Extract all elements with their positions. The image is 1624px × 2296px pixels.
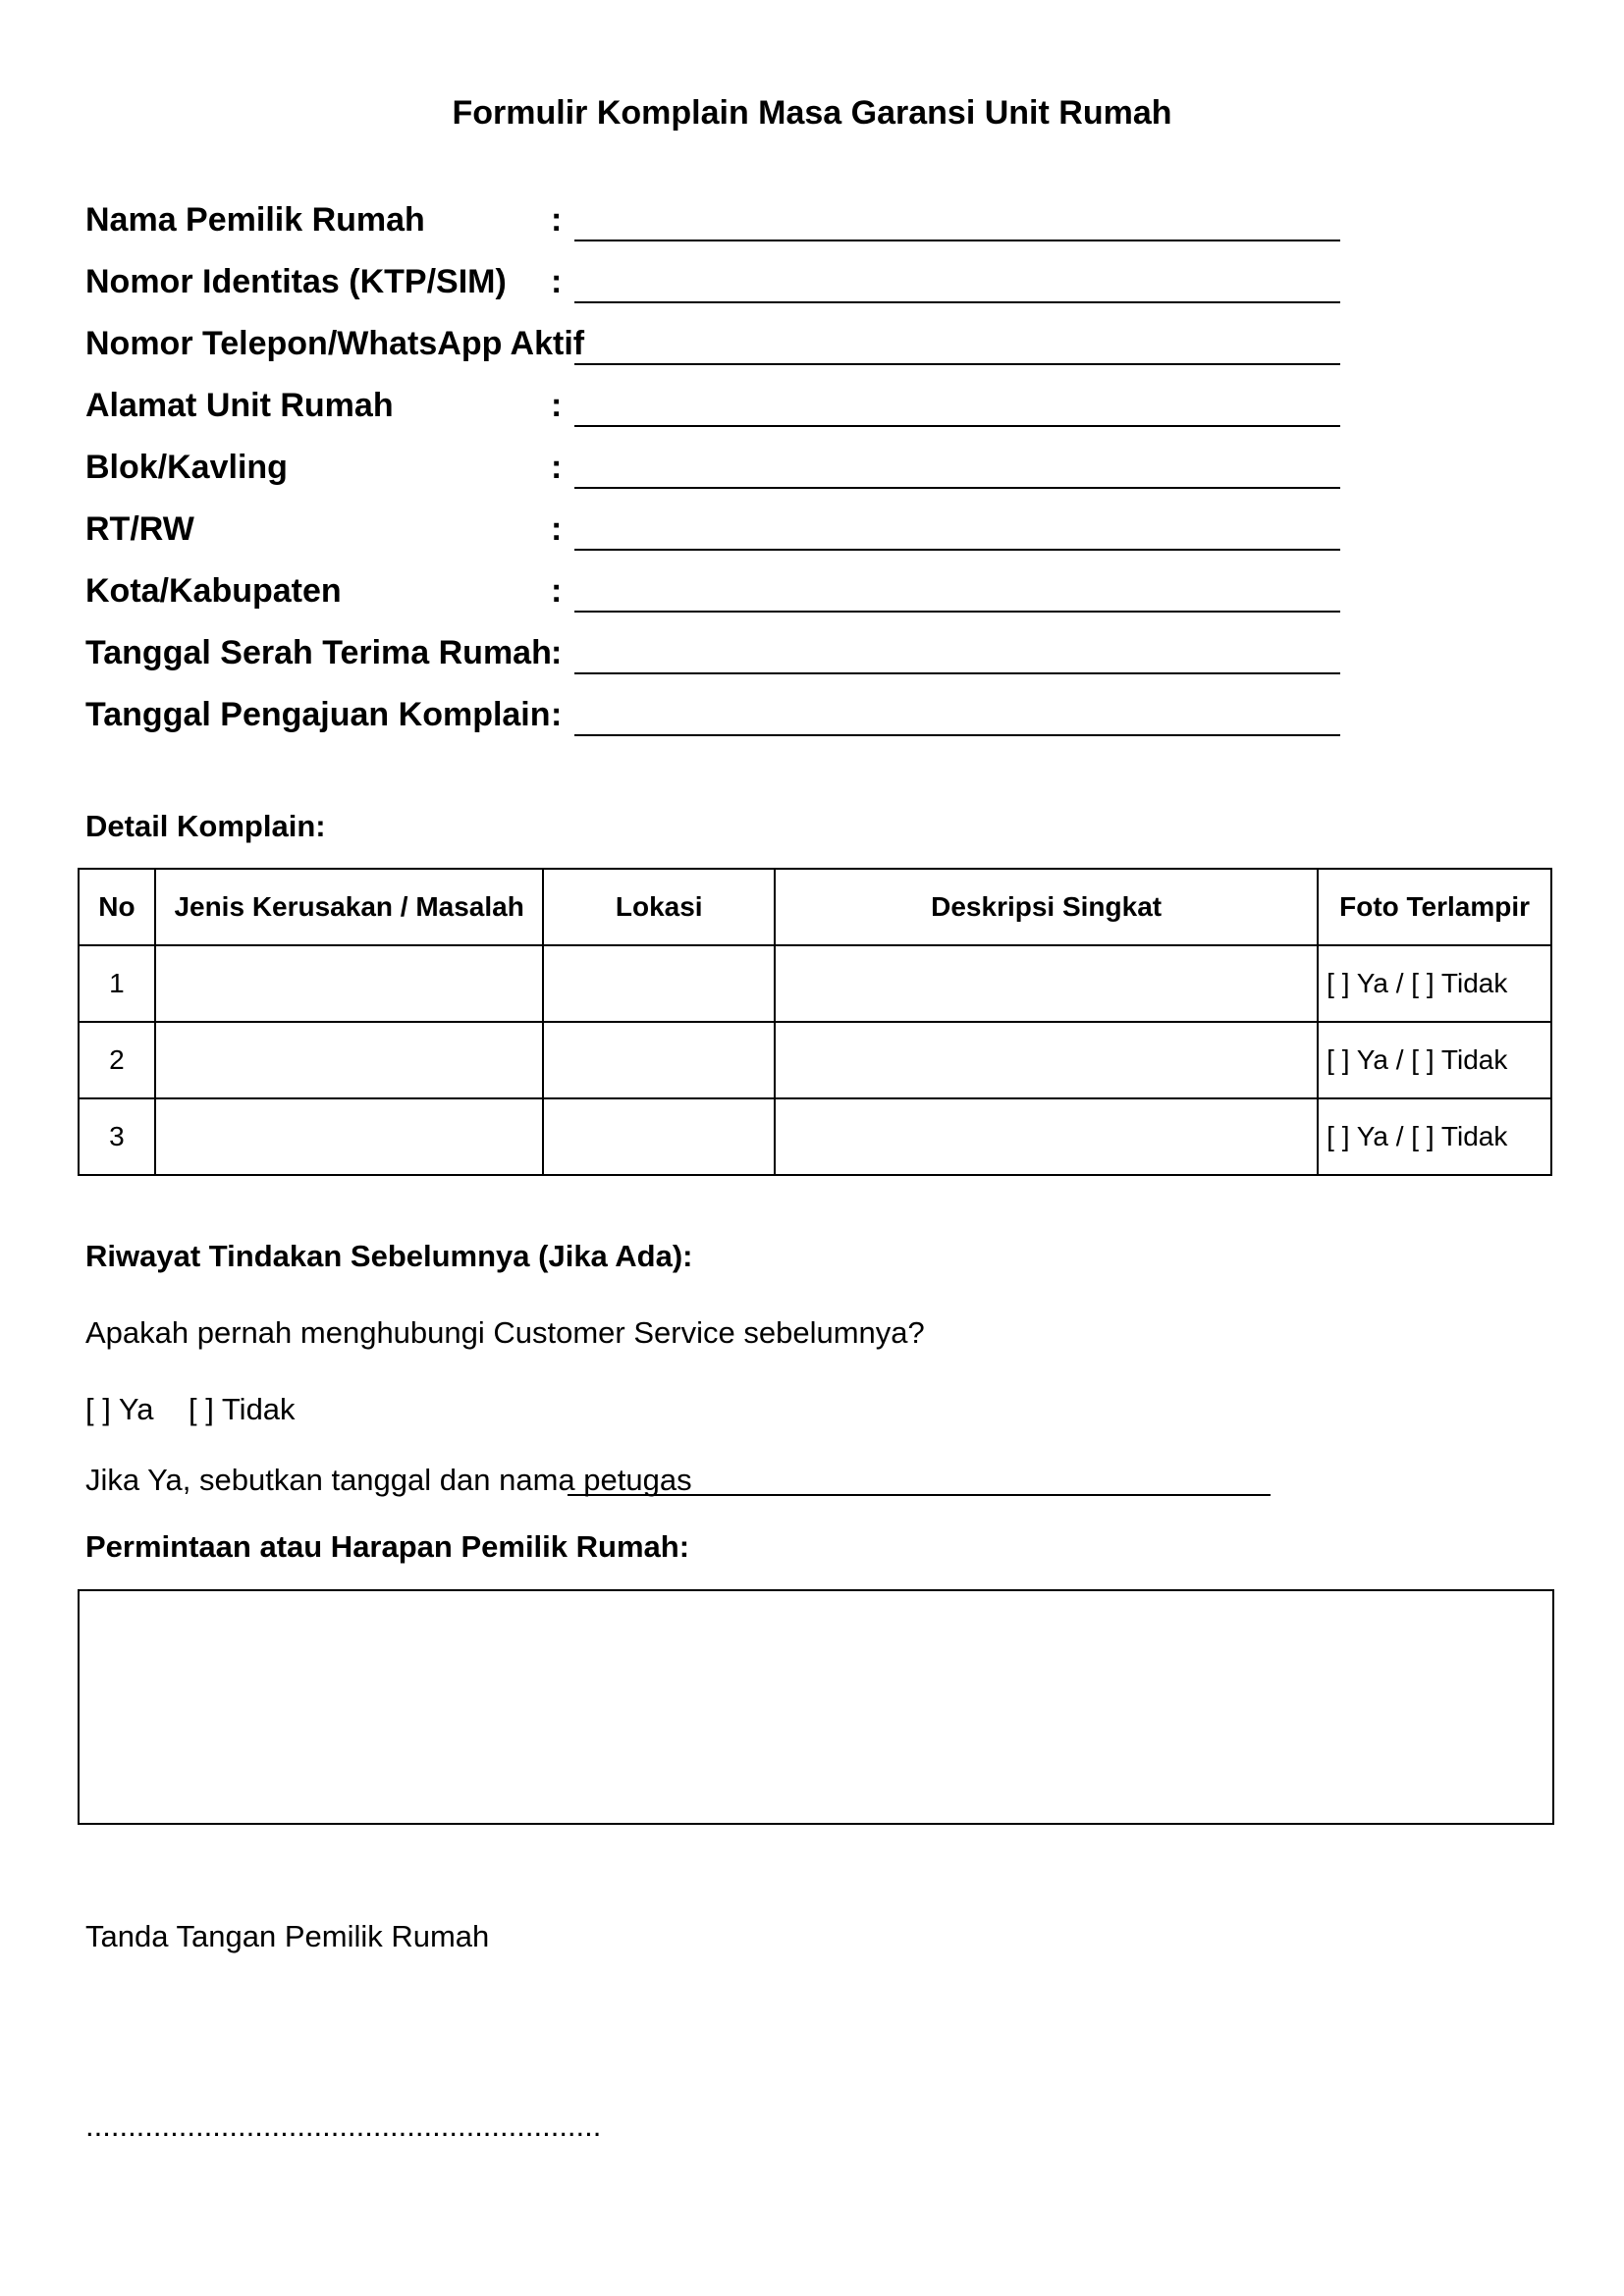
column-header-deskripsi: Deskripsi Singkat xyxy=(775,869,1318,945)
cell-foto[interactable]: [ ] Ya / [ ] Tidak xyxy=(1318,1022,1551,1098)
fill-line[interactable] xyxy=(574,240,1340,241)
field-colon: : xyxy=(551,449,563,486)
signature-dotted-line[interactable]: ............................................................. xyxy=(85,2109,602,2143)
row-number: 3 xyxy=(79,1098,155,1175)
cell-foto[interactable]: [ ] Ya / [ ] Tidak xyxy=(1318,1098,1551,1175)
field-label: Nomor Identitas (KTP/SIM) xyxy=(85,263,507,300)
column-header-lokasi: Lokasi xyxy=(543,869,775,945)
cell-jenis[interactable] xyxy=(155,1022,543,1098)
column-header-foto: Foto Terlampir xyxy=(1318,869,1551,945)
fill-line[interactable] xyxy=(574,611,1340,613)
permintaan-heading: Permintaan atau Harapan Pemilik Rumah: xyxy=(85,1529,690,1564)
field-colon: : xyxy=(551,572,563,610)
cell-foto[interactable]: [ ] Ya / [ ] Tidak xyxy=(1318,945,1551,1022)
fill-line[interactable] xyxy=(574,363,1340,365)
field-label: RT/RW xyxy=(85,510,194,548)
field-nomor-identitas xyxy=(85,258,1362,309)
if-yes-prompt: Jika Ya, sebutkan tanggal dan nama petugas xyxy=(85,1463,692,1497)
field-kota-kabupaten xyxy=(85,567,1362,618)
field-label: Blok/Kavling xyxy=(85,449,288,486)
cell-lokasi[interactable] xyxy=(543,1098,775,1175)
fill-line[interactable] xyxy=(574,672,1340,674)
field-label: Nomor Telepon/WhatsApp Aktif xyxy=(85,325,585,362)
cell-lokasi[interactable] xyxy=(543,945,775,1022)
cell-jenis[interactable] xyxy=(155,1098,543,1175)
field-label: Alamat Unit Rumah xyxy=(85,387,394,424)
field-colon: : xyxy=(551,634,563,671)
row-number: 1 xyxy=(79,945,155,1022)
riwayat-heading: Riwayat Tindakan Sebelumnya (Jika Ada): xyxy=(85,1239,693,1273)
signature-label: Tanda Tangan Pemilik Rumah xyxy=(85,1919,490,1953)
field-nama-pemilik xyxy=(85,196,1362,247)
fill-line[interactable] xyxy=(574,549,1340,551)
fill-line[interactable] xyxy=(574,301,1340,303)
field-nomor-telepon xyxy=(85,320,1362,371)
field-colon: : xyxy=(551,387,563,424)
field-rt-rw xyxy=(85,506,1362,557)
table-row xyxy=(79,945,1551,1022)
fill-line[interactable] xyxy=(574,425,1340,427)
field-colon: : xyxy=(551,201,563,239)
field-colon: : xyxy=(551,510,563,548)
table-header-row xyxy=(79,869,1551,945)
permintaan-textbox[interactable] xyxy=(78,1589,1554,1825)
cell-deskripsi[interactable] xyxy=(775,1022,1318,1098)
field-tanggal-serah-terima xyxy=(85,629,1362,680)
field-colon: : xyxy=(551,696,563,733)
cell-lokasi[interactable] xyxy=(543,1022,775,1098)
row-number: 2 xyxy=(79,1022,155,1098)
field-colon: : xyxy=(551,263,563,300)
form-title: Formulir Komplain Masa Garansi Unit Rumah xyxy=(452,94,1172,132)
cell-deskripsi[interactable] xyxy=(775,1098,1318,1175)
detail-komplain-heading: Detail Komplain: xyxy=(85,809,326,843)
cs-question: Apakah pernah menghubungi Customer Service sebelumnya? xyxy=(85,1315,925,1350)
field-label: Tanggal Serah Terima Rumah xyxy=(85,634,552,671)
cell-deskripsi[interactable] xyxy=(775,945,1318,1022)
option-ya-checkbox[interactable]: [ ] Ya xyxy=(85,1392,154,1426)
field-blok-kavling xyxy=(85,444,1362,495)
field-label: Tanggal Pengajuan Komplain xyxy=(85,696,551,733)
field-label: Nama Pemilik Rumah xyxy=(85,201,425,239)
petugas-fill-line[interactable] xyxy=(568,1494,1271,1496)
cell-jenis[interactable] xyxy=(155,945,543,1022)
fill-line[interactable] xyxy=(574,734,1340,736)
column-header-jenis: Jenis Kerusakan / Masalah xyxy=(155,869,543,945)
table-row xyxy=(79,1098,1551,1175)
option-tidak-checkbox[interactable]: [ ] Tidak xyxy=(189,1392,296,1426)
fill-line[interactable] xyxy=(574,487,1340,489)
field-alamat-unit xyxy=(85,382,1362,433)
table-row xyxy=(79,1022,1551,1098)
column-header-no: No xyxy=(79,869,155,945)
field-tanggal-pengajuan xyxy=(85,691,1362,742)
field-label: Kota/Kabupaten xyxy=(85,572,342,610)
complaint-table xyxy=(78,868,1552,1176)
